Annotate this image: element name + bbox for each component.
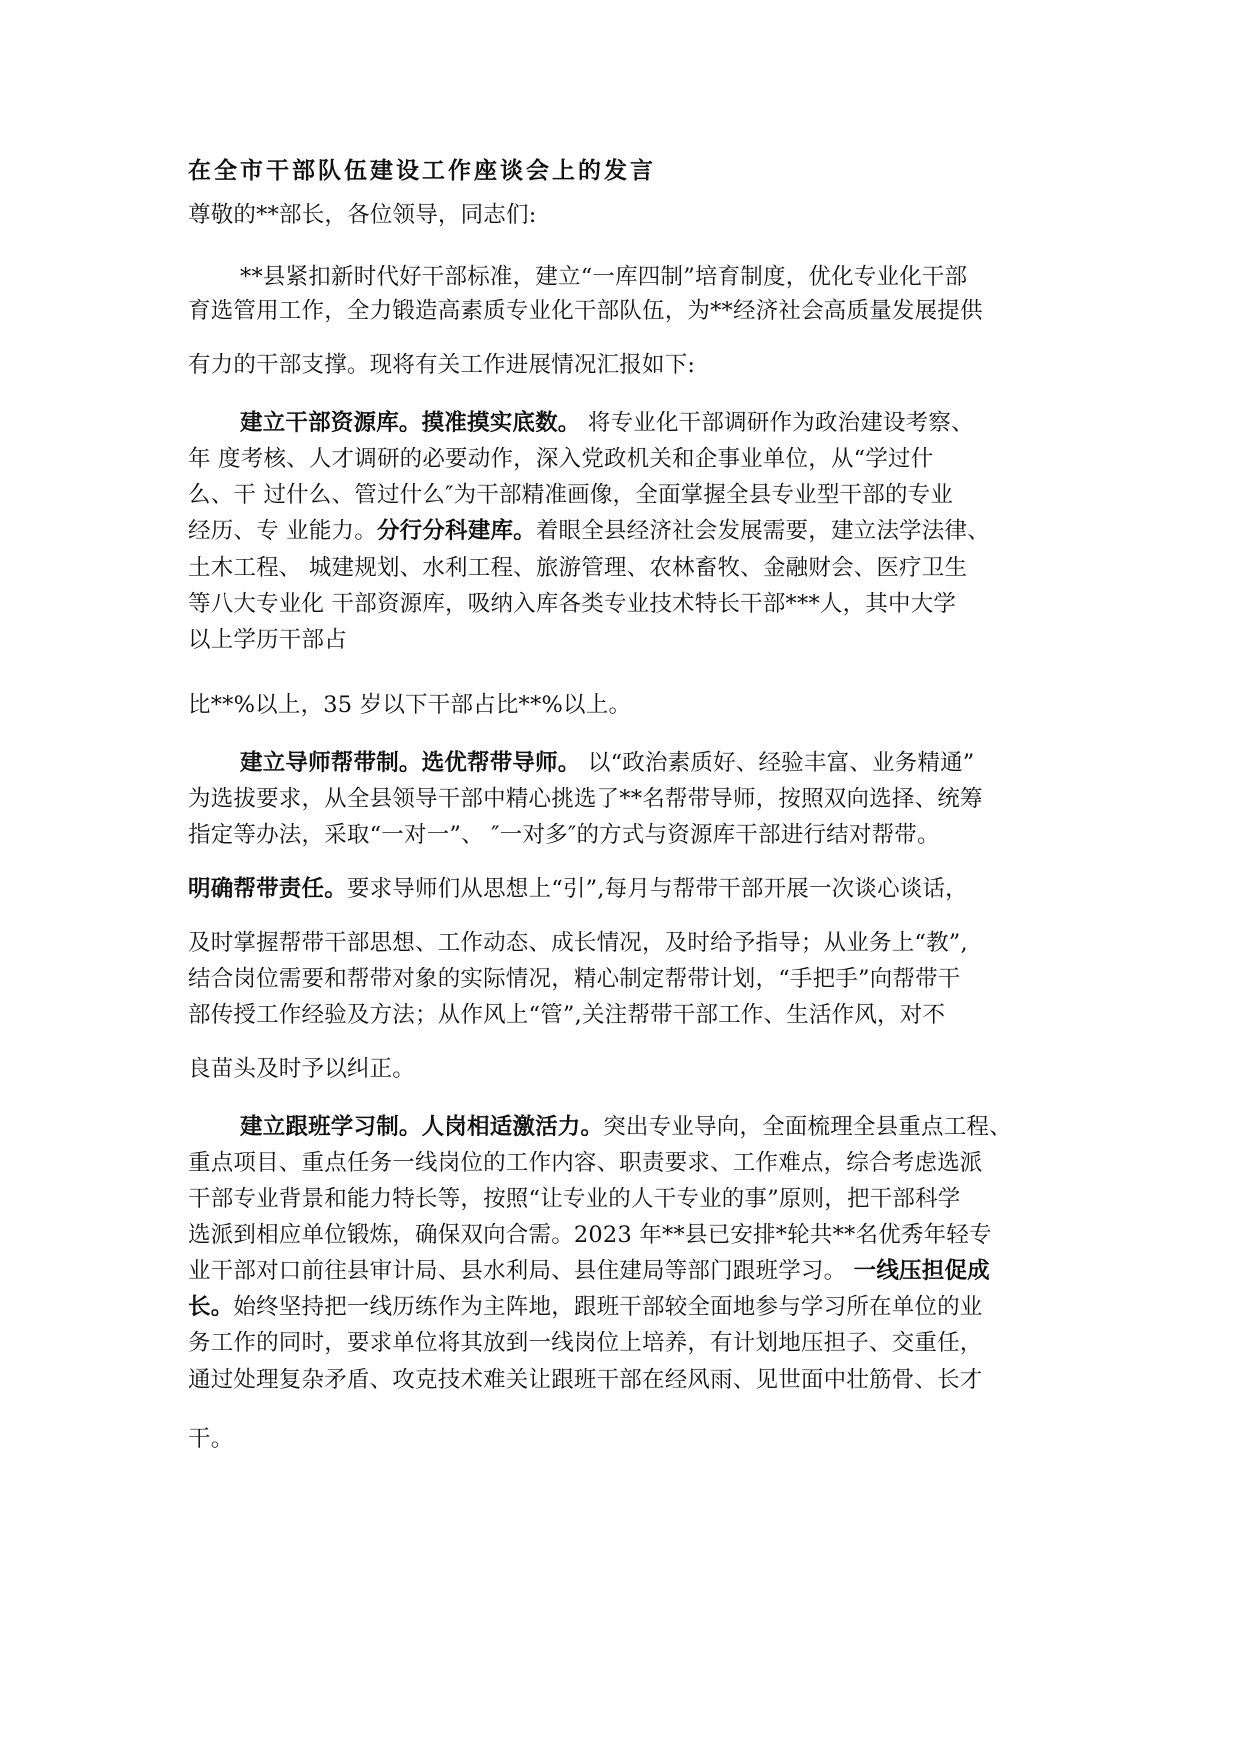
section3-line: 建立跟班学习制。人岗相适激活力。突出专业导向，全面梳理全县重点工程、 <box>240 1114 1012 1140</box>
section2-subheading: 明确帮带责任。 <box>188 876 347 902</box>
section3-line: 选派到相应单位锻炼，确保双向合需。2023 年**县已安排*轮共**名优秀年轻专 <box>188 1222 992 1248</box>
section2-line: 良苗头及时予以纠正。 <box>188 1056 416 1082</box>
section3-subheading-end: 长。 <box>188 1294 234 1320</box>
section2-line: 为选拔要求，从全县领导干部中精心挑选了**名帮带导师，按照双向选择、统筹 <box>188 786 983 812</box>
section2-line: 指定等办法，采取“一对一”、 ″一对多″的方式与资源库干部进行结对帮带。 <box>188 822 940 848</box>
section3-line: 务工作的同时，要求单位将其放到一线岗位上培养，有计划地压担子、交重任， <box>188 1330 983 1356</box>
section1-line: 年 度考核、人才调研的必要动作，深入党政机关和企事业单位，从“学过什 <box>188 446 934 472</box>
section1-subheading: 分行分科建库。 <box>376 518 536 544</box>
section3-subheading: 一线压担促成 <box>853 1258 990 1284</box>
section1-line: 比**%以上，35 岁以下干部占比**%以上。 <box>188 692 632 718</box>
intro-line: **县紧扣新时代好干部标准，建立“一库四制”培育制度，优化专业化干部 <box>240 264 968 290</box>
section1-line: 等八大专业化 干部资源库，吸纳入库各类专业技术特长干部***人，其中大学 <box>188 591 957 617</box>
section3-line: 通过处理复杂矛盾、攻克技术难关让跟班干部在经风雨、见世面中壮筋骨、长才 <box>188 1367 983 1393</box>
section1-line: 以上学历干部占 <box>188 627 347 653</box>
section2-line: 建立导师帮带制。选优帮带导师。 以“政治素质好、经验丰富、业务精通” <box>240 750 975 776</box>
section3-heading: 建立跟班学习制。人岗相适激活力。 <box>240 1114 604 1140</box>
section2-line: 及时掌握帮带干部思想、工作动态、成长情况，及时给予指导；从业务上“教”, <box>188 930 968 956</box>
document-title: 在全市干部队伍建设工作座谈会上的发言 <box>188 157 656 184</box>
section2-line: 部传授工作经验及方法；从作风上“管”,关注帮带干部工作、生活作风，对不 <box>188 1002 946 1028</box>
intro-line: 育选管用工作，全力锻造高素质专业化干部队伍，为**经济社会高质量发展提供 <box>188 298 983 324</box>
section3-line: 业干部对口前往县审计局、县水利局、县住建局等部门跟班学习。 一线压担促成 <box>188 1258 990 1284</box>
section1-heading: 建立干部资源库。摸准摸实底数。 <box>240 410 581 436</box>
section3-line: 重点项目、重点任务一线岗位的工作内容、职责要求、工作难点，综合考虑选派 <box>188 1150 983 1176</box>
section3-line: 干。 <box>188 1426 234 1452</box>
section1-line: 建立干部资源库。摸准摸实底数。 将专业化干部调研作为政治建设考察、 <box>240 410 974 436</box>
section2-line: 明确帮带责任。要求导师们从思想上“引”,每月与帮带干部开展一次谈心谈话， <box>188 876 968 902</box>
section2-line: 结合岗位需要和帮带对象的实际情况，精心制定帮带计划，“手把手”向帮带干 <box>188 966 961 992</box>
intro-line: 有力的干部支撑。现将有关工作进展情况汇报如下: <box>188 352 696 378</box>
section1-line: 土木工程、 城建规划、水利工程、旅游管理、农林畜牧、金融财会、医疗卫生 <box>188 555 968 581</box>
section3-line: 长。始终坚持把一线历练作为主阵地，跟班干部较全面地参与学习所在单位的业 <box>188 1294 983 1320</box>
section2-heading: 建立导师帮带制。选优帮带导师。 <box>240 750 581 776</box>
greeting: 尊敬的**部长，各位领导，同志们: <box>188 202 537 228</box>
section1-line: 么、干 过什么、管过什么″为干部精准画像，全面掌握全县专业型干部的专业 <box>188 482 954 508</box>
section3-line: 干部专业背景和能力特长等，按照“让专业的人干专业的事”原则，把干部科学 <box>188 1186 961 1212</box>
section1-line: 经历、专 业能力。分行分科建库。着眼全县经济社会发展需要，建立法学法律、 <box>188 518 990 544</box>
